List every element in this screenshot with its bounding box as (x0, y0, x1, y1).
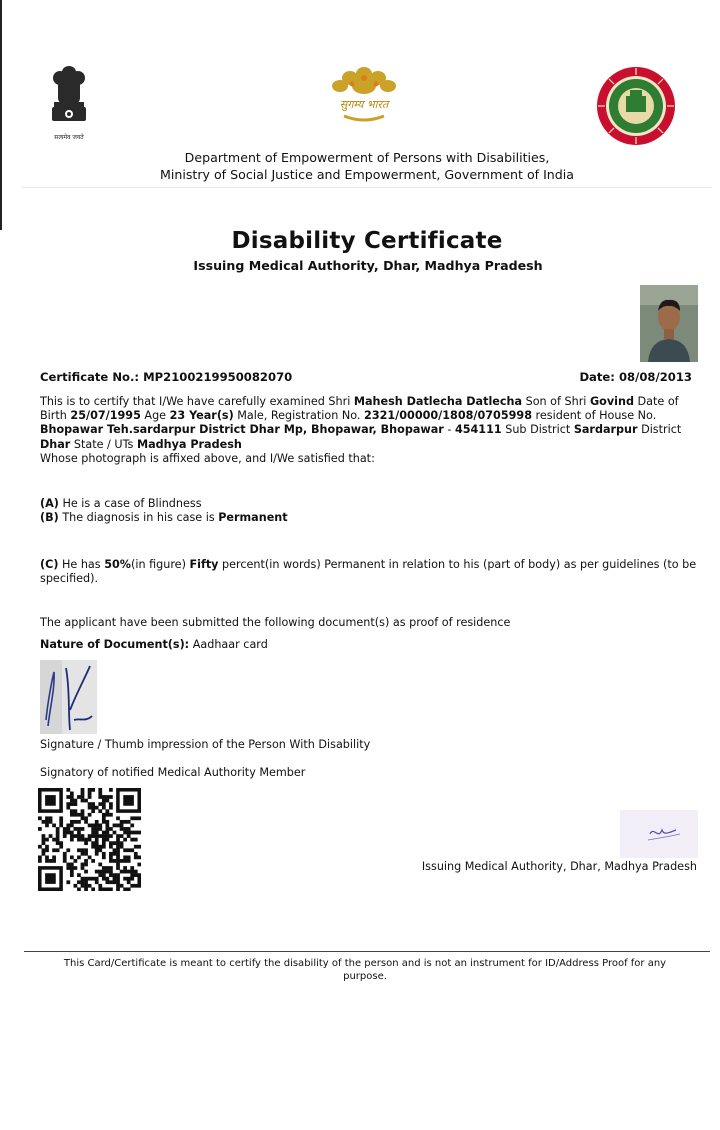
disability-percent: 50% (104, 558, 131, 571)
sub-district: Sardarpur (573, 423, 638, 437)
body-text: resident of House No. (531, 409, 657, 423)
pincode: 454111 (454, 423, 502, 437)
body-text: Male, Registration No. (233, 409, 365, 423)
body-text: - (443, 423, 455, 437)
document-statement: The applicant have been submitted the following document(s) as proof of residence (40, 616, 511, 629)
nature-of-document-label: Nature of Document(s): (40, 638, 190, 651)
page-edge (0, 0, 2, 230)
diagnosis-value: Permanent (218, 511, 288, 525)
authority-signature-stamp (620, 810, 698, 858)
footer-disclaimer: This Card/Certificate is meant to certify the disability of the person and is not an instrument for ID/Address Proof for any purpose. (63, 958, 667, 982)
state-seal-icon (596, 66, 676, 146)
body-text: (in figure) (130, 558, 190, 571)
applicant-photo (640, 285, 698, 362)
applicant-name: Mahesh Datlecha Datlecha (353, 395, 523, 408)
finding-b-label: (B) (40, 511, 59, 525)
emblem-mid-caption: सुगम्य भारत (339, 98, 389, 111)
certificate-date-value: 08/08/2013 (618, 370, 692, 384)
body-text: District (637, 423, 682, 437)
issuing-authority-caption: Issuing Medical Authority, Dhar, Madhya Pradesh (421, 860, 697, 873)
nature-of-document (40, 638, 700, 652)
certification-paragraph (40, 395, 700, 466)
father-name: Govind (589, 395, 634, 408)
finding-b-text: The diagnosis in his case is (58, 511, 219, 525)
district: Dhar (40, 437, 71, 451)
body-text: Date of Birth (40, 395, 679, 423)
date-of-birth: 25/07/1995 (70, 409, 141, 423)
accessible-india-emblem-icon (326, 64, 402, 130)
registration-number: 2321/00000/1808/0705998 (364, 409, 532, 423)
person-signature-caption: Signature / Thumb impression of the Person With Disability (40, 738, 371, 751)
finding-c (40, 558, 700, 586)
department-line-2: Ministry of Social Justice and Empowerment, Government of India (160, 167, 574, 182)
body-text: He has (58, 558, 105, 571)
body-text: Son of Shri (522, 395, 590, 408)
certificate-number-value: MP2100219950082070 (143, 370, 293, 384)
body-text: This is to certify that I/We have carefully examined Shri (40, 395, 354, 408)
body-text: State / UTs (70, 437, 137, 451)
address: Bhopawar Teh.sardarpur District Dhar Mp, Bhopawar, Bhopawar (40, 423, 444, 437)
national-emblem-icon (46, 62, 92, 144)
signatory-caption: Signatory of notified Medical Authority Member (40, 766, 306, 779)
certificate-date (579, 370, 692, 384)
body-text: Sub District (501, 423, 574, 437)
qr-code-icon (38, 788, 141, 891)
certificate-date-label: Date: (579, 370, 615, 384)
certificate-subtitle: Issuing Medical Authority, Dhar, Madhya Pradesh (193, 258, 543, 273)
department-line-1: Department of Empowerment of Persons with Disabilities, (184, 150, 550, 165)
applicant-signature-image (40, 660, 97, 734)
body-text: percent(in words) Permanent in relation to his (part of body) as per guidelines (to be specified). (40, 558, 697, 586)
nature-of-document-value: Aadhaar card (189, 638, 268, 651)
emblem-caption: सत्यमेव जयते (54, 134, 84, 141)
age: 23 Year(s) (169, 409, 234, 423)
certificate-title: Disability Certificate (231, 228, 503, 254)
finding-c-label: (C) (40, 558, 59, 571)
body-text: Whose photograph is affixed above, and I/We satisfied that: (40, 451, 375, 465)
header-divider (22, 187, 712, 188)
body-text: Age (140, 409, 170, 423)
footer-divider (24, 951, 710, 952)
state: Madhya Pradesh (136, 437, 242, 451)
disability-percent-words: Fifty (189, 558, 219, 571)
finding-a-text: He is a case of Blindness (58, 497, 202, 510)
finding-a-label: (A) (40, 497, 59, 510)
findings-ab (40, 497, 700, 525)
certificate-number-label: Certificate No.: (40, 370, 140, 384)
certificate-number (40, 370, 292, 384)
